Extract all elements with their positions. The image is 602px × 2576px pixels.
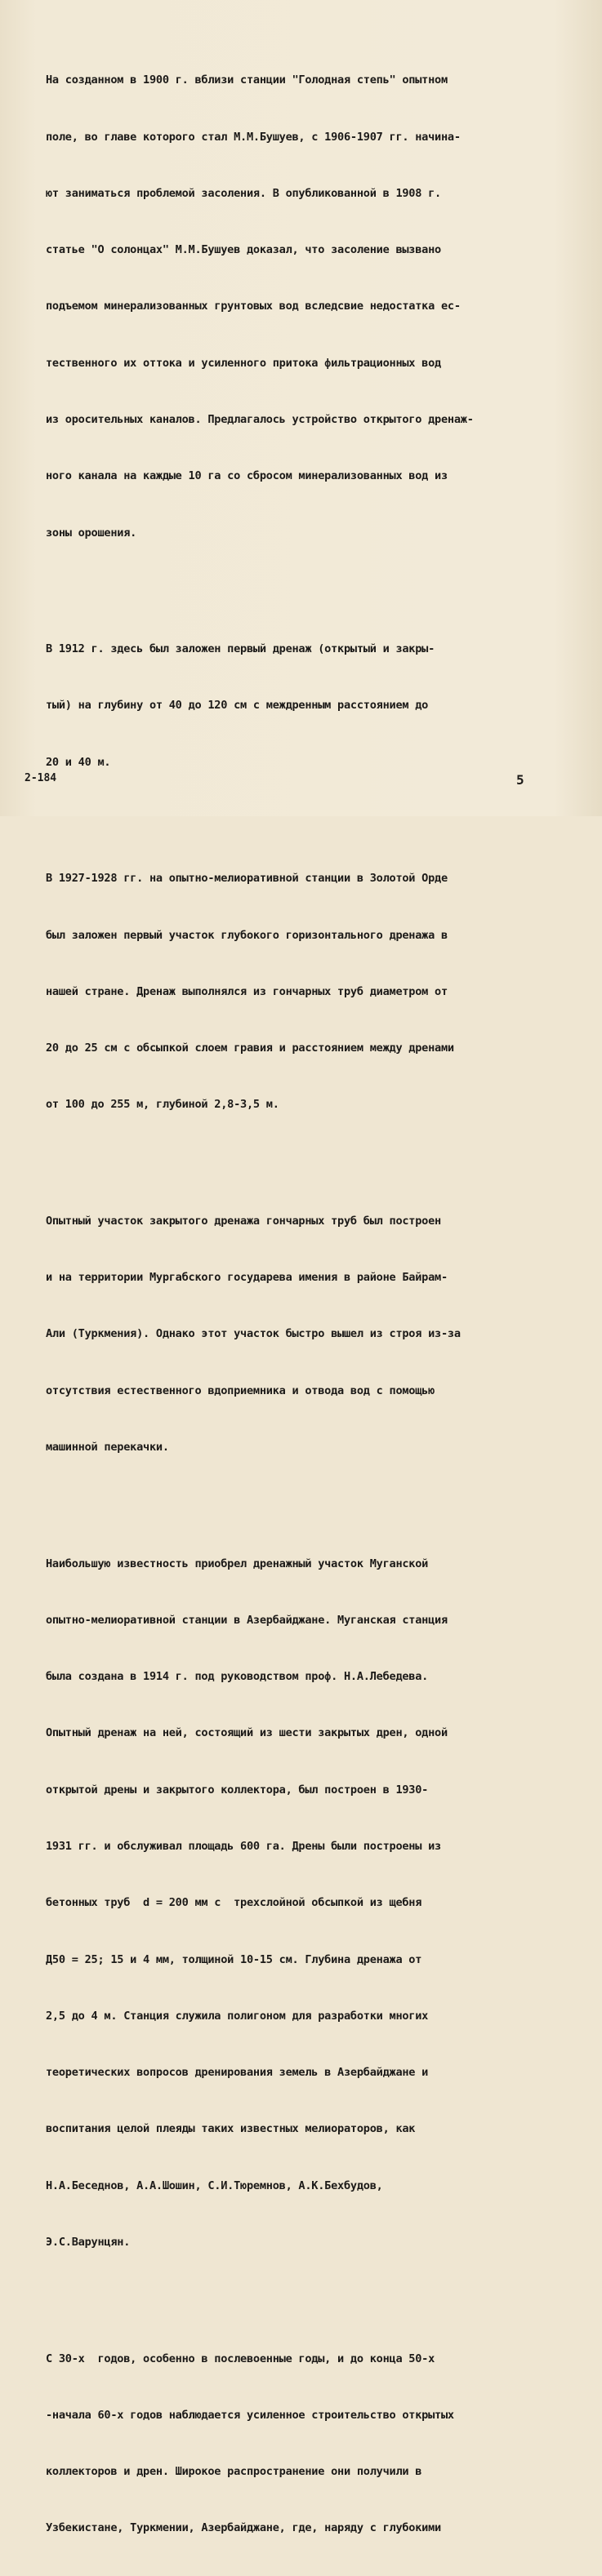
text-line: Опытный дренаж на ней, состоящий из шести закрытых дрен, одной [46,1726,448,1740]
text-line: и на территории Мургабского государева имения в районе Байрам- [46,1271,448,1285]
text-line: Д50 = 25; 15 и 4 мм, толщиной 10-15 см. Глубина дренажа от [46,1952,422,1966]
text-line: 1931 гг. и обслуживал площадь 600 га. Дрены были построены из [46,1840,441,1853]
text-line: Али (Туркмения). Однако этот участок быстро вышел из строя из-за [46,1327,461,1341]
text-line: зоны орошения. [46,526,137,540]
text-line: Узбекистане, Туркмении, Азербайджане, где, наряду с глубокими [46,2521,441,2535]
text-line: машинной перекачки. [46,1441,169,1455]
text-line: Н.А.Беседнов, А.А.Шошин, С.И.Тюремнов, А.К.Бехбудов, [46,2178,383,2192]
text-line: открытой дрены и закрытого коллектора, был построен в 1930- [46,1783,429,1797]
text-line: статье "О солонцах" М.М.Бушуев доказал, что засоление вызвано [46,243,441,257]
text-line: 20 и 40 м. [46,755,111,769]
text-line: тый) на глубину от 40 до 120 см с междренным расстоянием до [46,699,429,713]
text-line: Опытный участок закрытого дренажа гончарных труб был построен [46,1214,441,1228]
text-line: подъемом минерализованных грунтовых вод вследсвие недостатка ес- [46,300,461,313]
text-line: коллекторов и дрен. Широкое распространение они получили в [46,2465,422,2479]
text-line: теоретических вопросов дренирования земель в Азербайджане и [46,2066,429,2080]
text-line: Э.С.Варунцян. [46,2235,131,2249]
text-line: В 1912 г. здесь был заложен первый дренаж (открытый и закры- [46,642,435,656]
text-line: поле, во главе которого стал М.М.Бушуев, с 1906-1907 гг. начина- [46,130,461,144]
text-line: Наибольшую известность приобрел дренажный участок Муганской [46,1557,429,1570]
text-line: из оросительных каналов. Предлагалось устройство открытого дренаж- [46,412,474,426]
text-line: опытно-мелиоративной станции в Азербайджане. Муганская станция [46,1613,448,1627]
text-line: В 1927-1928 гг. на опытно-мелиоративной станции в Золотой Орде [46,872,448,886]
text-line: 20 до 25 см с обсыпкой слоем гравия и расстоянием между дренами [46,1042,454,1055]
text-line: от 100 до 255 м, глубиной 2,8-3,5 м. [46,1098,279,1112]
text-line: воспитания целой плеяды таких известных мелиораторов, как [46,2122,416,2136]
text-line: нашей стране. Дренаж выполнялся из гончарных труб диаметром от [46,984,448,998]
text-line: ного канала на каждые 10 га со сбросом минерализованных вод из [46,469,448,483]
text-line: тественного их оттока и усиленного притока фильтрационных вод [46,356,441,370]
text-line: -начала 60-х годов наблюдается усиленное строительство открытых [46,2408,454,2422]
text-line: бетонных труб d = 200 мм с трехслойной обсыпкой из щебня [46,1896,422,1910]
text-line: отсутствия естественного вдоприемника и отвода вод с помощью [46,1383,435,1397]
page-number: 5 [516,772,524,788]
print-code: 2-184 [25,772,57,784]
text-line: С 30-х годов, особенно в послевоенные годы, и до конца 50-х [46,2352,435,2365]
text-line: На созданном в 1900 г. вблизи станции "Голодная степь" опытном [46,73,448,87]
text-line: 2,5 до 4 м. Станция служила полигоном для разработки многих [46,2009,429,2023]
text-line: был заложен первый участок глубокого горизонтального дренажа в [46,928,448,942]
text-line: была создана в 1914 г. под руководством проф. Н.А.Лебедева. [46,1670,429,1684]
text-line: ют заниматься проблемой засоления. В опубликованной в 1908 г. [46,186,441,200]
body-text [46,15,577,2576]
